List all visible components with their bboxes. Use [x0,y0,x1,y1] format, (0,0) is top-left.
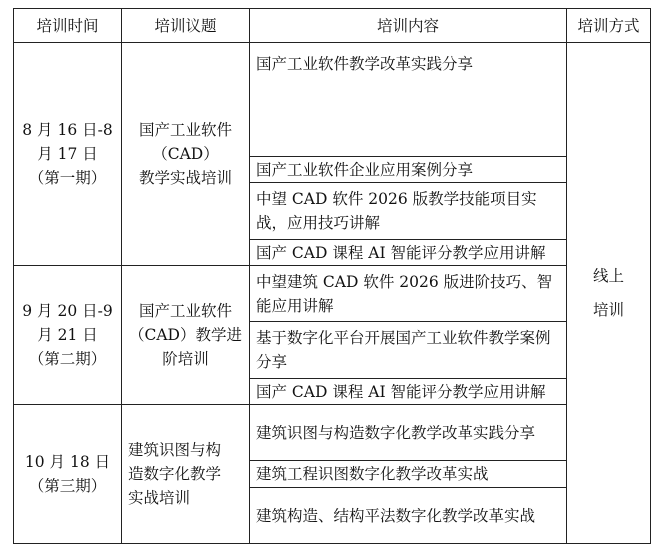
session-3-topic-line-3: 实战培训 [128,489,191,507]
session-2-topic [122,266,250,405]
session-2-topic-line-1: 国产工业软件 [138,302,232,320]
session-2-date-line-1: 9 月 20 日-9 [22,302,113,320]
session-1-topic-line-2: （CAD） [152,145,219,163]
header-training-content: 培训内容 [250,9,567,43]
session-2-date-line-3: （第二期） [28,350,107,368]
session-2-row-1 [14,266,651,322]
session-3-date-line-2: （第三期） [28,477,107,495]
header-training-mode: 培训方式 [567,9,651,43]
session-3-topic [122,405,250,544]
session-2-content-2: 基于数字化平台开展国产工业软件教学案例分享 [250,322,567,379]
header-training-topic: 培训议题 [122,9,250,43]
session-3-row-1 [14,405,651,461]
session-2-date-line-2: 月 21 日 [37,326,98,344]
session-3-date-line-1: 10 月 18 日 [24,453,111,471]
session-1-date-line-3: （第一期） [28,169,107,187]
session-3-topic-line-1: 建筑识图与构 [128,441,222,459]
session-1-topic [122,43,250,266]
session-3-content-2: 建筑工程识图数字化教学改革实战 [250,461,567,488]
session-2-date [14,266,122,405]
session-2-content-1: 中望建筑 CAD 软件 2026 版进阶技巧、智能应用讲解 [250,266,567,322]
session-3-content-1: 建筑识图与构造数字化教学改革实践分享 [250,405,567,461]
session-1-content-1: 国产工业软件教学改革实践分享 [250,43,567,157]
session-1-topic-line-3: 教学实战培训 [138,169,232,187]
session-2-topic-line-3: 阶培训 [162,350,209,368]
session-1-date [14,43,122,266]
training-mode-line-2: 培训 [592,301,624,319]
header-training-time: 培训时间 [14,9,122,43]
session-2-topic-line-2: （CAD）教学进 [129,326,242,344]
training-mode [567,43,651,544]
session-1-content-3: 中望 CAD 软件 2026 版教学技能项目实战，应用技巧讲解 [250,183,567,240]
session-1-content-2: 国产工业软件企业应用案例分享 [250,157,567,183]
session-3-topic-line-2: 造数字化教学 [128,465,222,483]
session-1-date-line-1: 8 月 16 日-8 [22,121,113,139]
training-mode-line-1: 线上 [592,267,624,285]
session-1-row-1 [14,43,651,157]
session-2-content-3: 国产 CAD 课程 AI 智能评分教学应用讲解 [250,379,567,405]
training-schedule-table [13,8,651,544]
session-1-date-line-2: 月 17 日 [37,145,98,163]
session-3-date [14,405,122,544]
session-1-content-4: 国产 CAD 课程 AI 智能评分教学应用讲解 [250,240,567,266]
session-3-content-3: 建筑构造、结构平法数字化教学改革实战 [250,488,567,544]
header-row [14,9,651,43]
session-1-topic-line-1: 国产工业软件 [138,121,232,139]
